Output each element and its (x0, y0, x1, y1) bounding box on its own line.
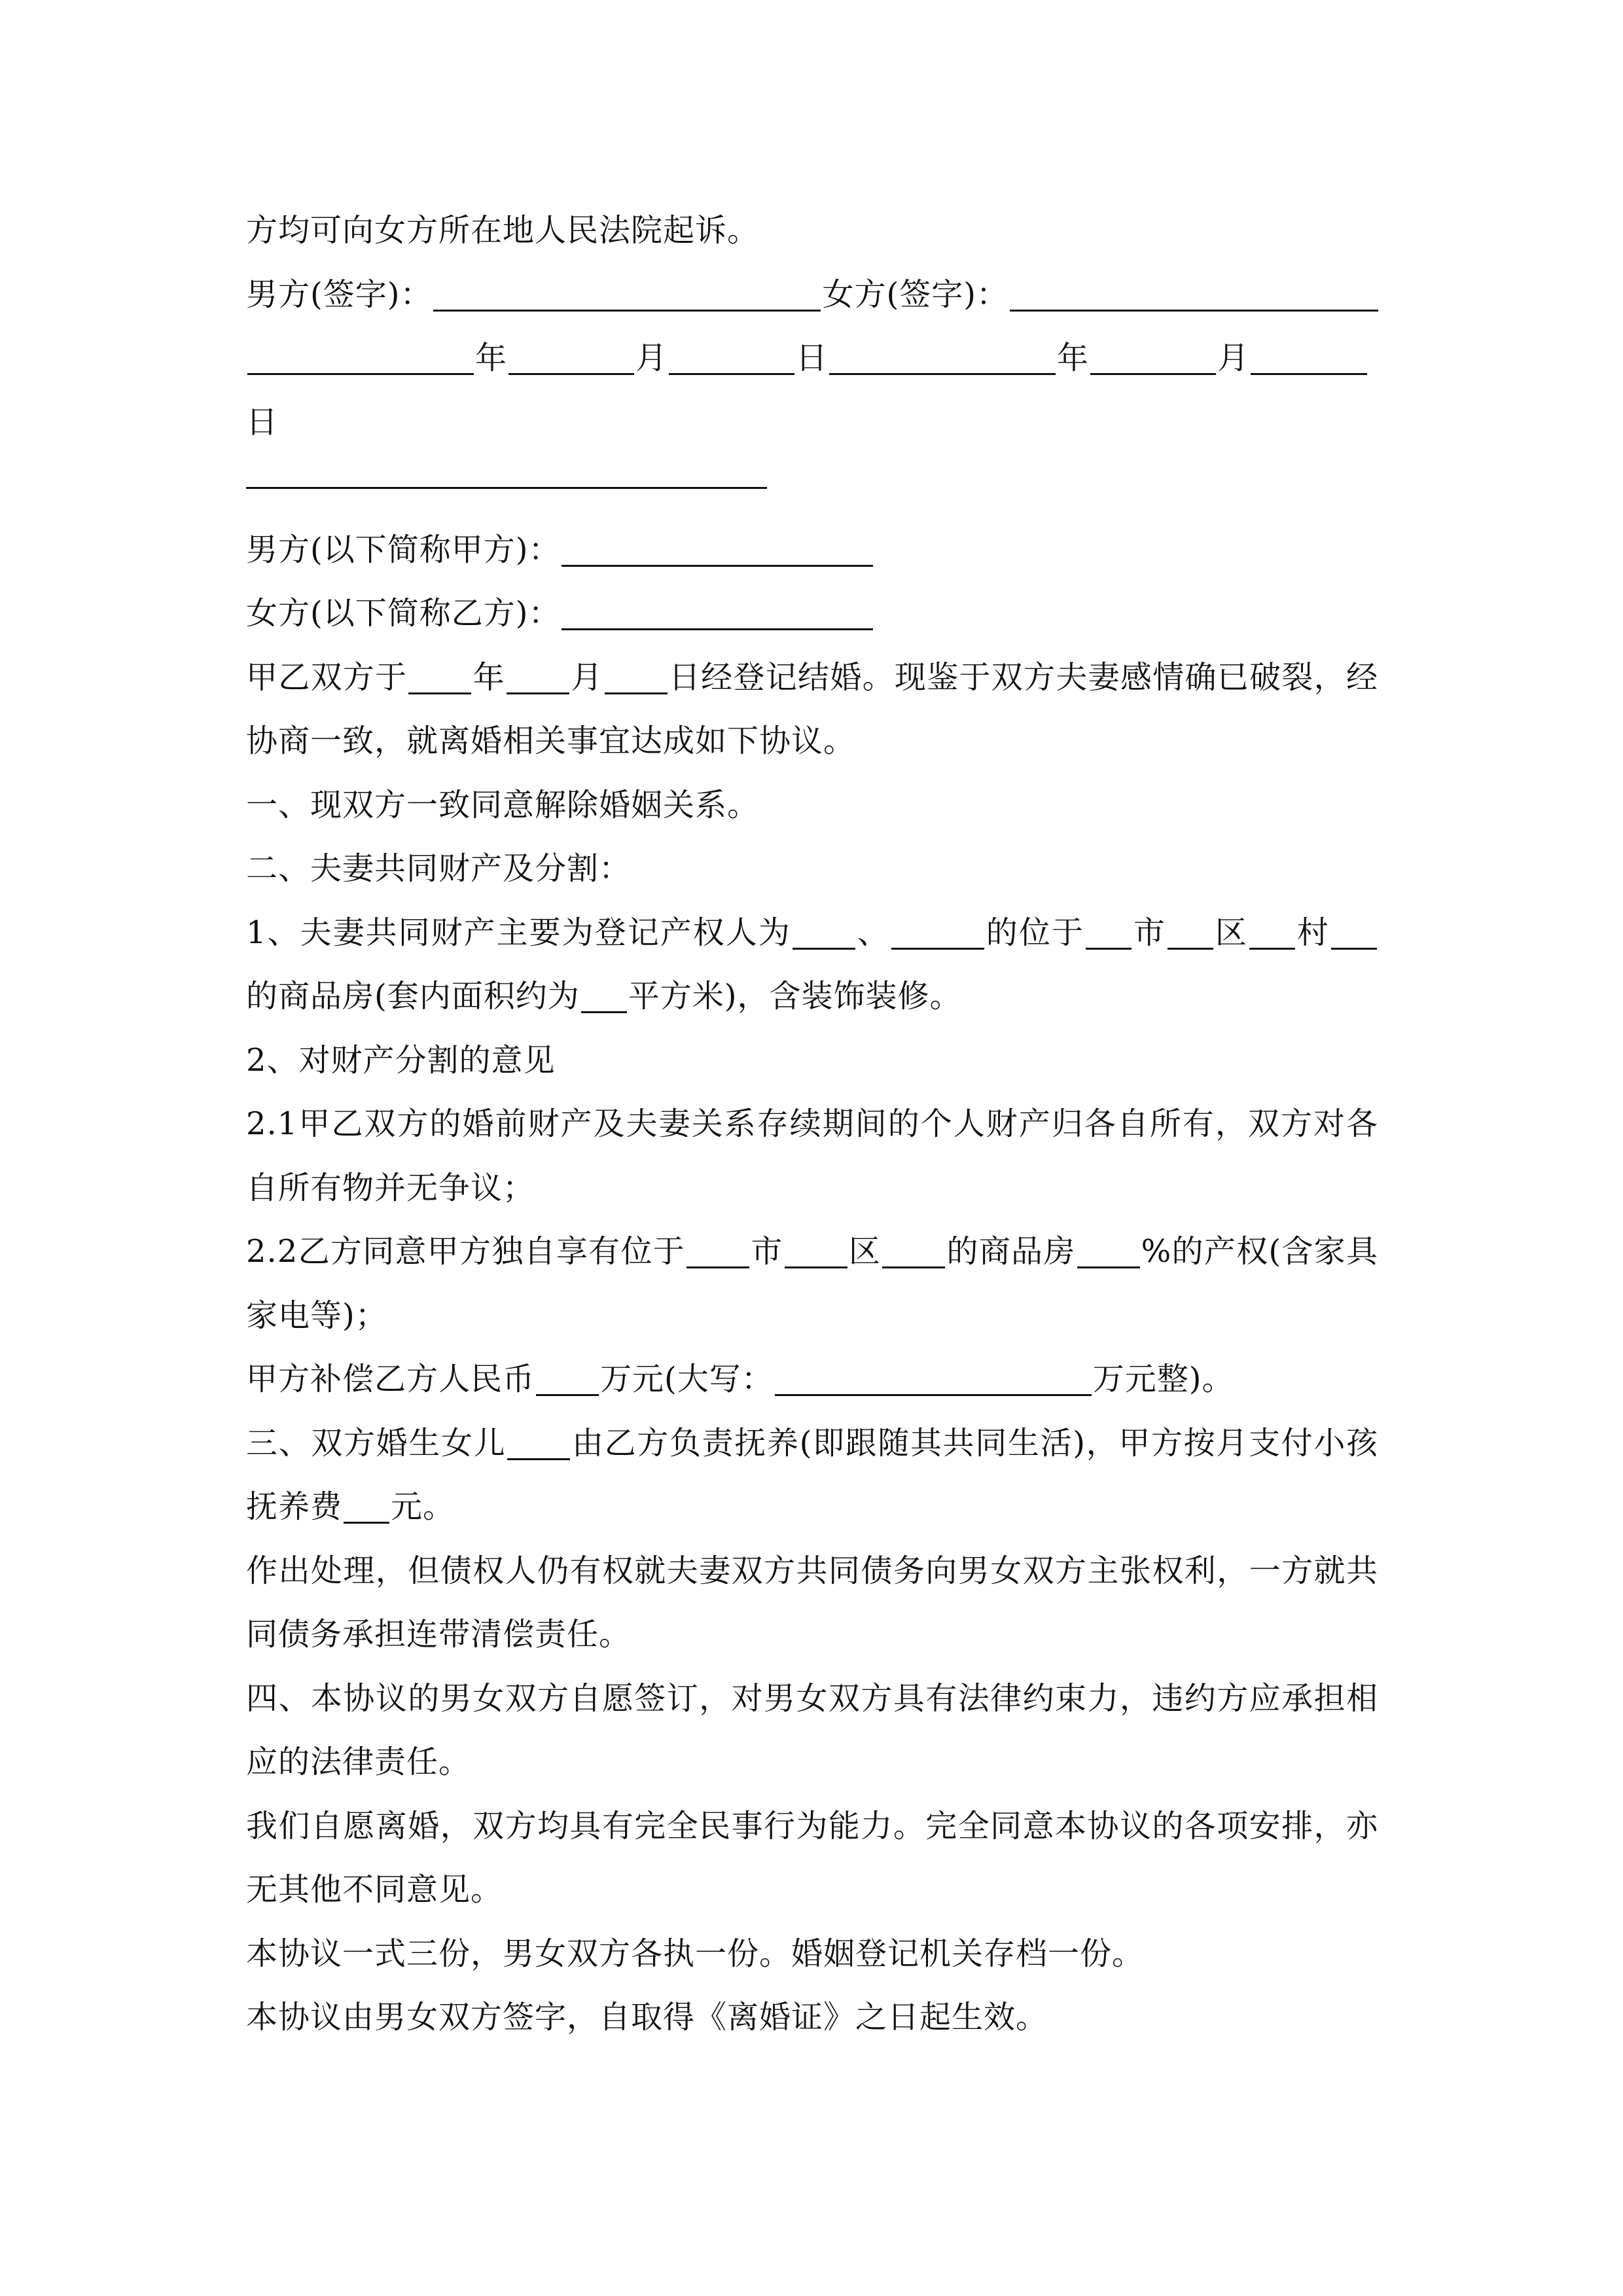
compensation-upper-label: 万元(大写： (600, 1361, 774, 1397)
compensation-text: 甲方补偿乙方人民币 (246, 1361, 535, 1397)
female-signature-field[interactable] (1010, 276, 1378, 312)
party-a-line (246, 518, 1378, 583)
male-signature-label: 男方(签字)： (246, 276, 433, 313)
copies-line (246, 1922, 1378, 1986)
date-year-label: 年 (1057, 340, 1090, 376)
clause-4-text: 四、本协议的男女双方自愿签订，对男女双方具有法律约束力，违约方应承担相 (246, 1679, 1378, 1717)
marriage-date-line (246, 646, 1378, 710)
clause-1-heading (246, 774, 1378, 838)
city-field[interactable] (1086, 914, 1132, 950)
voluntary-text: 我们自愿离婚，双方均具有完全民事行为能力。完全同意本协议的各项安排，亦 (246, 1807, 1378, 1844)
female-date-day-field[interactable] (1251, 339, 1367, 375)
clause-2-text: 二、夫妻共同财产及分割： (246, 850, 632, 887)
male-date-day-field[interactable] (669, 339, 794, 375)
male-date-year-field[interactable] (247, 339, 474, 375)
location-label: 的位于 (985, 914, 1084, 951)
area-field[interactable] (581, 977, 627, 1013)
property-line (246, 901, 1378, 965)
date-month-label: 月 (635, 340, 668, 376)
house-label: 的商品房 (946, 1233, 1076, 1270)
date-day-label: 日 (796, 340, 829, 376)
clause-4-cont-text: 应的法律责任。 (246, 1744, 471, 1780)
compensation-upper-field[interactable] (775, 1360, 1092, 1396)
marriage-rest-text: 日经登记结婚。现鉴于双方夫妻感情确已破裂，经 (668, 658, 1378, 696)
signature-date-line (246, 327, 1378, 391)
ownership-percent-text: %的产权(含家具 (1141, 1233, 1378, 1270)
party-b-name-field[interactable] (562, 594, 873, 630)
compensation-unit: 万元整)。 (1092, 1361, 1234, 1397)
date-year-label: 年 (475, 340, 508, 376)
property-owner-text: 1、夫妻共同财产主要为登记产权人为 (246, 914, 791, 951)
clause-4-cont (246, 1731, 1378, 1795)
district-label: 区 (1214, 914, 1248, 951)
owner-1-field[interactable] (793, 914, 855, 950)
clause-2-1-cont (246, 1157, 1378, 1221)
signature-date-day-line (246, 391, 1378, 455)
agreement-body (246, 199, 1378, 2050)
marriage-intro-text: 甲乙双方于 (246, 658, 408, 696)
house-city-field[interactable] (687, 1232, 749, 1268)
court-clause-text: 方均可向女方所在地人民法院起诉。 (246, 212, 760, 249)
section-divider (246, 454, 1378, 518)
debt-cont-text: 同债务承担连带清偿责任。 (246, 1616, 632, 1653)
signature-line (246, 263, 1378, 327)
agreement-intro-text: 协商一致，就离婚相关事宜达成如下协议。 (246, 723, 856, 759)
clause-2-1-text: 2.1甲乙双方的婚前财产及夫妻关系存续期间的个人财产归各自所有，双方对各 (246, 1105, 1378, 1142)
district-field[interactable] (1168, 914, 1213, 950)
male-signature-field[interactable] (433, 276, 821, 312)
clause-2-1-cont-text: 自所有物并无争议； (246, 1169, 535, 1206)
division-opinion-text: 2、对财产分割的意见 (246, 1041, 556, 1079)
female-date-month-field[interactable] (1090, 339, 1216, 375)
village-field[interactable] (1249, 914, 1295, 950)
clause-2-heading (246, 837, 1378, 901)
child-support-unit: 元。 (391, 1488, 455, 1525)
effect-line (246, 1986, 1378, 2050)
debt-text: 作出处理，但债权人仍有权就夫妻双方共同债务向男女双方主张权利，一方就共 (246, 1552, 1378, 1589)
copies-text: 本协议一式三份，男女双方各执一份。婚姻登记机关存档一份。 (246, 1935, 1145, 1972)
divider-rule (246, 487, 767, 489)
party-b-line (246, 582, 1378, 646)
clause-3-text: 三、双方婚生女儿 (246, 1424, 507, 1462)
owner-2-field[interactable] (891, 914, 984, 950)
party-a-label: 男方(以下简称甲方)： (246, 531, 561, 568)
female-date-year-field[interactable] (829, 339, 1056, 375)
agreement-intro-line (246, 709, 1378, 774)
clause-3-rest: 由乙方负责抚养(即跟随其共同生活)，甲方按月支付小孩 (571, 1424, 1378, 1462)
debt-cont (246, 1603, 1378, 1667)
clause-1-text: 一、现双方一致同意解除婚姻关系。 (246, 786, 760, 823)
voluntary-cont-text: 无其他不同意见。 (246, 1871, 503, 1908)
party-b-label: 女方(以下简称乙方)： (246, 595, 561, 632)
house-district-field[interactable] (785, 1232, 847, 1268)
child-support-label: 抚养费 (246, 1488, 343, 1525)
clause-3-line (246, 1412, 1378, 1476)
voluntary-line (246, 1795, 1378, 1859)
child-support-line (246, 1475, 1378, 1539)
debt-line (246, 1539, 1378, 1604)
clause-2-1-line (246, 1092, 1378, 1157)
male-date-month-field[interactable] (508, 339, 634, 375)
clause-2-2-text: 2.2乙方同意甲方独自享有位于 (246, 1233, 686, 1270)
voluntary-cont (246, 1858, 1378, 1922)
clause-2-2-cont (246, 1284, 1378, 1348)
marriage-month-field[interactable] (507, 658, 569, 694)
city-label: 市 (1132, 914, 1166, 951)
marriage-day-field[interactable] (605, 658, 668, 694)
marriage-year-label: 年 (473, 658, 506, 696)
property-area-line (246, 965, 1378, 1029)
marriage-year-field[interactable] (408, 658, 471, 694)
female-signature-label: 女方(签字)： (822, 276, 1008, 313)
house-city-label: 市 (751, 1233, 783, 1270)
compensation-amount-field[interactable] (536, 1360, 599, 1396)
house-district-label: 区 (848, 1233, 882, 1270)
property-area-unit: 平方米)，含装饰装修。 (628, 978, 962, 1014)
owner-separator: 、 (856, 914, 890, 951)
marriage-month-label: 月 (571, 658, 603, 696)
child-support-field[interactable] (344, 1488, 389, 1524)
daughter-name-field[interactable] (507, 1424, 570, 1460)
house-location-field[interactable] (882, 1232, 945, 1268)
date-month-label: 月 (1217, 340, 1250, 376)
date-day-label: 日 (246, 403, 279, 440)
compensation-line (246, 1348, 1378, 1412)
clause-2-2-cont-text: 家电等)； (246, 1297, 387, 1334)
ownership-percent-field[interactable] (1077, 1232, 1140, 1268)
property-area-text: 的商品房(套内面积约为 (246, 978, 580, 1014)
village-label: 村 (1296, 914, 1330, 951)
line-court-clause (246, 199, 1378, 263)
address-field[interactable] (1331, 914, 1377, 950)
party-a-name-field[interactable] (562, 531, 873, 567)
clause-4-line (246, 1667, 1378, 1731)
clause-2-2-line (246, 1220, 1378, 1284)
division-opinion-heading (246, 1029, 1378, 1093)
effect-text: 本协议由男女双方签字，自取得《离婚证》之日起生效。 (246, 1999, 1048, 2036)
